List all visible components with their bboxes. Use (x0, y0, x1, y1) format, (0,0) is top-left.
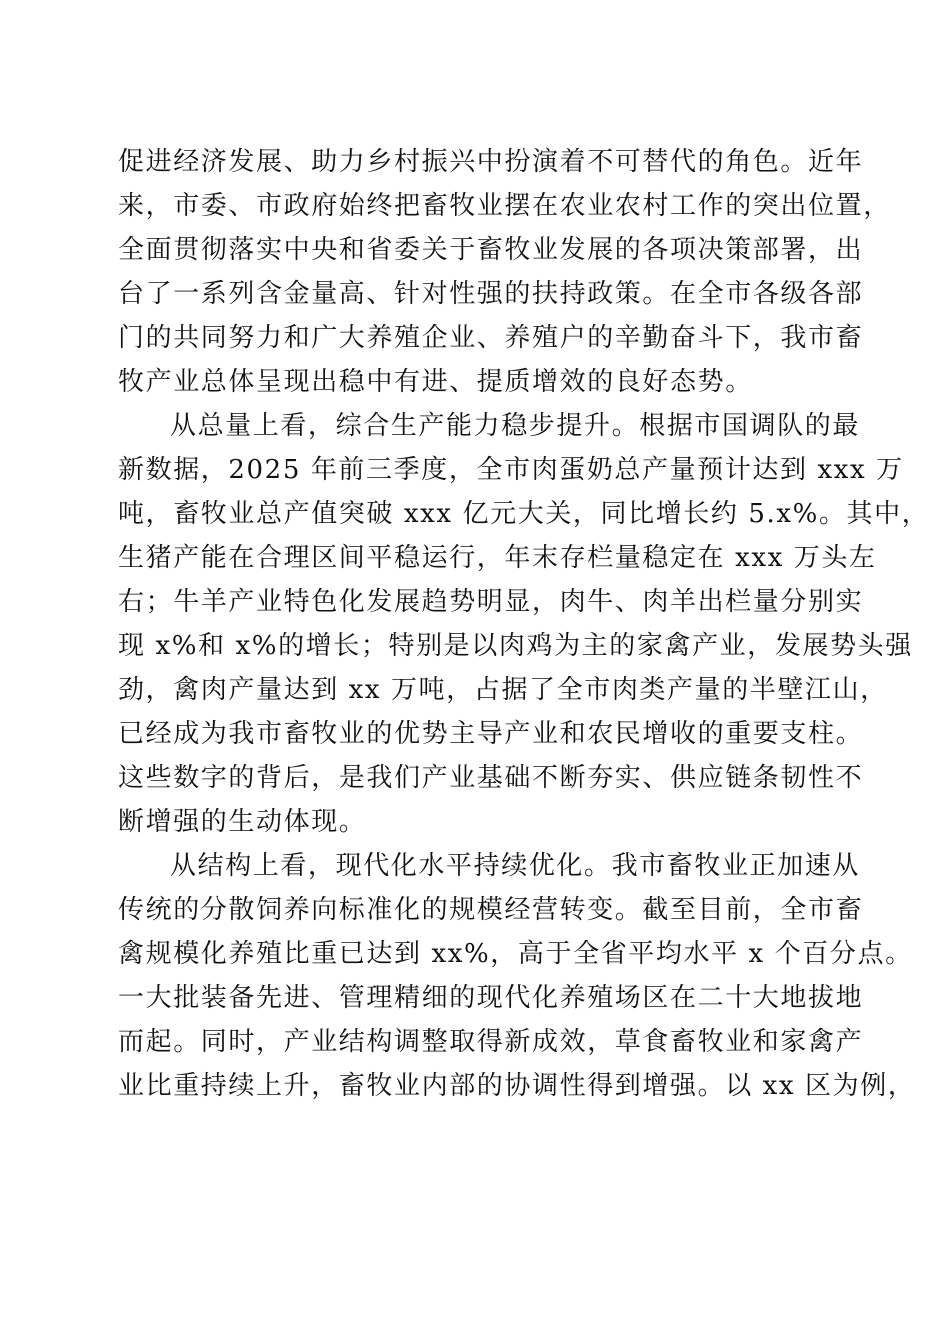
paragraph-start-line: 从总量上看，综合生产能力稳步提升。根据市国调队的最 (170, 411, 861, 441)
text-line: 这些数字的背后，是我们产业基础不断夯实、供应链条韧性不 (118, 763, 864, 793)
text-line: 台了一系列含金量高、针对性强的扶持政策。在全市各级各部 (118, 279, 864, 309)
text-line: 促进经济发展、助力乡村振兴中扮演着不可替代的角色。近年 (118, 147, 864, 177)
text-line: 一大批装备先进、管理精细的现代化养殖场区在二十大地拔地 (118, 983, 864, 1013)
text-line: 全面贯彻落实中央和省委关于畜牧业发展的各项决策部署，出 (118, 235, 864, 265)
text-line: 门的共同努力和广大养殖企业、养殖户的辛勤奋斗下，我市畜 (118, 323, 864, 353)
text-line: 劲，禽肉产量达到 xx 万吨，占据了全市肉类产量的半壁江山， (118, 675, 888, 705)
text-line: 来，市委、市政府始终把畜牧业摆在农业农村工作的突出位置， (118, 191, 891, 221)
text-line: 新数据，2025 年前三季度，全市肉蛋奶总产量预计达到 xxx 万 (118, 455, 904, 485)
text-line: 业比重持续上升，畜牧业内部的协调性得到增强。以 xx 区为例， (118, 1071, 916, 1101)
text-line: 禽规模化养殖比重已达到 xx%，高于全省平均水平 x 个百分点。 (118, 939, 913, 969)
text-line: 现 x%和 x%的增长；特别是以肉鸡为主的家禽产业，发展势头强 (118, 631, 913, 661)
text-line: 右；牛羊产业特色化发展趋势明显，肉牛、肉羊出栏量分别实 (118, 587, 864, 617)
text-line: 牧产业总体呈现出稳中有进、提质增效的良好态势。 (118, 367, 753, 397)
text-line: 吨，畜牧业总产值突破 xxx 亿元大关，同比增长约 5.x%。其中， (118, 499, 930, 529)
text-line: 断增强的生动体现。 (118, 807, 367, 837)
text-line: 已经成为我市畜牧业的优势主导产业和农民增收的重要支柱。 (118, 719, 864, 749)
paragraph-start-line: 从结构上看，现代化水平持续优化。我市畜牧业正加速从 (170, 851, 861, 881)
text-line: 而起。同时，产业结构调整取得新成效，草食畜牧业和家禽产 (118, 1027, 864, 1057)
text-line: 传统的分散饲养向标准化的规模经营转变。截至目前，全市畜 (118, 895, 864, 925)
text-line: 生猪产能在合理区间平稳运行，年末存栏量稳定在 xxx 万头左 (118, 543, 877, 573)
